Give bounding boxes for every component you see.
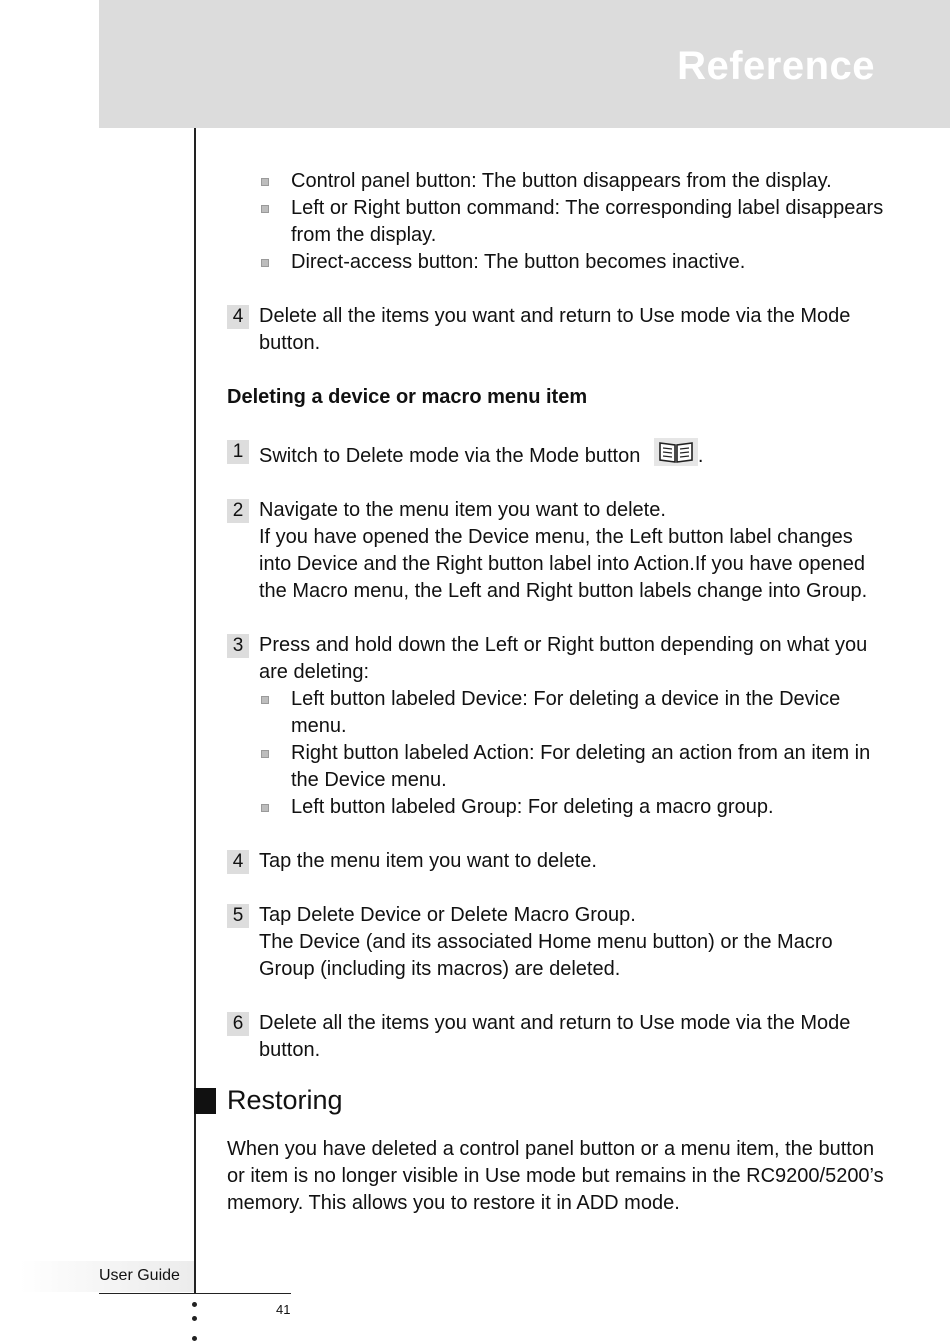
header-band <box>99 0 950 128</box>
section-heading-restoring <box>227 1082 887 1118</box>
step-text: Switch to Delete mode via the Mode button <box>259 445 641 467</box>
book-icon <box>654 438 698 466</box>
step-text: Press and hold down the Left or Right button depending on what you are deleting: <box>259 634 868 683</box>
bullet-square-icon <box>261 804 269 812</box>
intro-bullet-list <box>259 168 887 276</box>
step-number: 1 <box>227 440 249 464</box>
step-text: Tap the menu item you want to delete. <box>259 850 597 872</box>
list-item: Left button labeled Device: For deleting a device in the Device menu. <box>259 686 887 740</box>
step-number: 4 <box>227 305 249 329</box>
step-text: Navigate to the menu item you want to delete. <box>259 499 666 521</box>
list-item: Direct-access button: The button becomes inactive. <box>259 249 887 276</box>
step-2 <box>227 497 887 605</box>
step-number: 4 <box>227 850 249 874</box>
list-item: Left button labeled Group: For deleting a macro group. <box>259 794 887 821</box>
list-item: Right button labeled Action: For deleting an action from an item in the Device menu. <box>259 740 887 794</box>
step-number: 5 <box>227 904 249 928</box>
footer-label: User Guide <box>99 1267 180 1284</box>
step-3 <box>227 632 887 821</box>
step-3-bullet-list <box>259 686 887 821</box>
section-marker-icon <box>194 1088 216 1114</box>
step-detail: The Device (and its associated Home menu button) or the Macro Group (including its macros) are deleted. <box>259 931 833 980</box>
step-text: Tap Delete Device or Delete Macro Group. <box>259 904 636 926</box>
step-number: 2 <box>227 499 249 523</box>
bullet-square-icon <box>261 178 269 186</box>
page-number: 41 <box>276 1302 291 1317</box>
dot-decoration <box>192 1316 197 1321</box>
section-title: Restoring <box>227 1085 343 1115</box>
page-content <box>227 168 887 1217</box>
bullet-square-icon <box>261 750 269 758</box>
dot-decoration <box>192 1336 197 1341</box>
step-1 <box>227 438 887 470</box>
dot-decoration <box>192 1302 197 1307</box>
step-4-delete-items <box>227 303 887 357</box>
list-item: Control panel button: The button disappears from the display. <box>259 168 887 195</box>
bullet-square-icon <box>261 205 269 213</box>
restoring-paragraph: When you have deleted a control panel button or a menu item, the button or item is no longer visible in Use mode but remains in the RC9200/5200’s memory. This allows you to restore it in ADD mode. <box>227 1138 884 1214</box>
step-text: Delete all the items you want and return to Use mode via the Mode button. <box>259 1012 851 1061</box>
bullet-square-icon <box>261 259 269 267</box>
step-4 <box>227 848 887 875</box>
subheading: Deleting a device or macro menu item <box>227 386 588 408</box>
step-detail: If you have opened the Device menu, the Left button label changes into Device and the Right button label into Action.If you have opened the Macro menu, the Left and Right button labels change into Group. <box>259 526 868 602</box>
step-5 <box>227 902 887 983</box>
step-6 <box>227 1010 887 1064</box>
step-text-period: . <box>697 445 704 467</box>
list-item: Left or Right button command: The corresponding label disappears from the display. <box>259 195 887 249</box>
bullet-square-icon <box>261 696 269 704</box>
page-section-title: Reference <box>677 44 875 88</box>
step-number: 3 <box>227 634 249 658</box>
footer-rule <box>99 1293 291 1294</box>
vertical-rule <box>194 128 196 1293</box>
step-number: 6 <box>227 1012 249 1036</box>
step-text: Delete all the items you want and return to Use mode via the Mode button. <box>259 305 851 354</box>
